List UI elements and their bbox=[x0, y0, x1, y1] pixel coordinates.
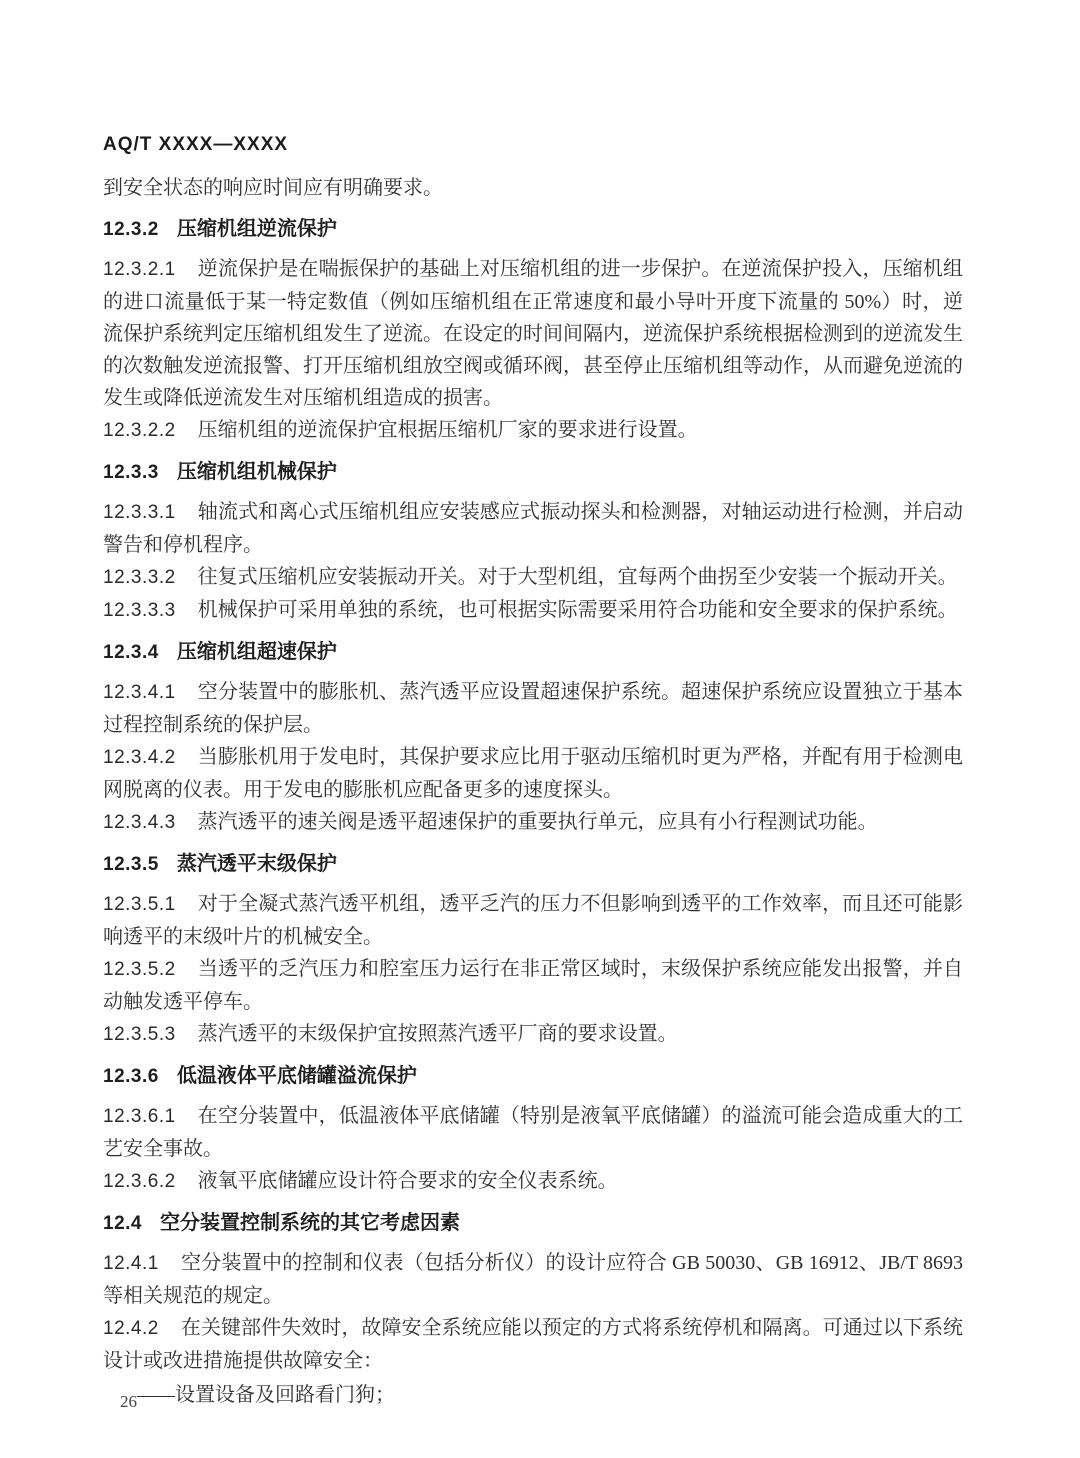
clause-paragraph bbox=[103, 953, 963, 1018]
clause-number: 12.4.2 bbox=[103, 1318, 159, 1339]
body-text: 液氧平底储罐应设计符合要求的安全仪表系统。 bbox=[197, 1170, 618, 1192]
section-heading bbox=[103, 213, 963, 246]
clause-number: 12.3.3.2 bbox=[103, 567, 176, 588]
paragraph bbox=[103, 172, 963, 204]
body-text: 蒸汽透平的末级保护宜按照蒸汽透平厂商的要求设置。 bbox=[197, 1023, 678, 1045]
clause-number: 12.3.5 bbox=[103, 854, 159, 875]
clause-paragraph bbox=[103, 561, 963, 594]
body-text: 当透平的乏汽压力和腔室压力运行在非正常区域时，末级保护系统应能发出报警，并自动触发透平停车。 bbox=[103, 958, 963, 1013]
clause-paragraph bbox=[103, 496, 963, 561]
clause-number: 12.4.1 bbox=[103, 1253, 159, 1274]
body-text: 压缩机组的逆流保护宜根据压缩机厂家的要求进行设置。 bbox=[197, 419, 698, 441]
section-heading bbox=[103, 456, 963, 489]
clause-paragraph bbox=[103, 1165, 963, 1198]
clause-number: 12.4 bbox=[103, 1213, 142, 1234]
clause-number: 12.3.5.2 bbox=[103, 959, 176, 980]
heading-text: 蒸汽透平末级保护 bbox=[176, 853, 337, 875]
clause-paragraph bbox=[103, 1312, 963, 1377]
clause-number: 12.3.4.1 bbox=[103, 682, 176, 703]
heading-text: 压缩机组超速保护 bbox=[176, 641, 337, 663]
body-text: 在关键部件失效时，故障安全系统应能以预定的方式将系统停机和隔离。可通过以下系统设计或改进措施提供故障安全： bbox=[103, 1317, 963, 1372]
body-text: 对于全凝式蒸汽透平机组，透平乏汽的压力不但影响到透平的工作效率，而且还可能影响透平的末级叶片的机械安全。 bbox=[103, 893, 963, 948]
clause-number: 12.3.3.3 bbox=[103, 600, 176, 621]
clause-paragraph bbox=[103, 253, 963, 414]
clause-number: 12.3.3 bbox=[103, 462, 159, 483]
section-heading bbox=[103, 636, 963, 669]
clause-paragraph bbox=[103, 676, 963, 741]
heading-text: 压缩机组机械保护 bbox=[176, 461, 337, 483]
document-code-header: AQ/T XXXX—XXXX bbox=[103, 134, 289, 155]
body-text: 逆流保护是在喘振保护的基础上对压缩机组的进一步保护。在逆流保护投入，压缩机组的进口流量低于某一特定数值（例如压缩机组在正常速度和最小导叶开度下流量的 50%）时，逆流保护系统判定压缩机组发生了逆流。在设定的时间间隔内，逆流保护系统根据检测到的逆流发生的次数触发逆流报警、打开压缩机组放空阀或循环阀，甚至停止压缩机组等动作，从而避免逆流的发生或降低逆流发生对压缩机组造成的损害。 bbox=[103, 258, 963, 409]
clause-paragraph bbox=[103, 741, 963, 806]
clause-number: 12.3.3.1 bbox=[103, 502, 176, 523]
clause-paragraph bbox=[103, 1018, 963, 1051]
clause-number: 12.3.2 bbox=[103, 219, 159, 240]
dash-list-item bbox=[137, 1379, 963, 1411]
heading-text: 低温液体平底储罐溢流保护 bbox=[176, 1065, 417, 1087]
clause-paragraph bbox=[103, 806, 963, 839]
clause-paragraph bbox=[103, 1247, 963, 1312]
body-text: 空分装置中的控制和仪表（包括分析仪）的设计应符合 GB 50030、GB 16912、JB/T 8693 等相关规范的规定。 bbox=[103, 1252, 963, 1307]
clause-number: 12.3.4.2 bbox=[103, 747, 176, 768]
section-heading bbox=[103, 1060, 963, 1093]
body-text: 轴流式和离心式压缩机组应安装感应式振动探头和检测器，对轴运动进行检测，并启动警告和停机程序。 bbox=[103, 501, 963, 556]
document-body bbox=[103, 172, 963, 1411]
clause-number: 12.3.4 bbox=[103, 642, 159, 663]
clause-number: 12.3.4.3 bbox=[103, 812, 176, 833]
body-text: 设置设备及回路看门狗； bbox=[175, 1384, 395, 1406]
body-text: 到安全状态的响应时间应有明确要求。 bbox=[103, 177, 443, 199]
clause-paragraph bbox=[103, 594, 963, 627]
clause-number: 12.3.6.1 bbox=[103, 1106, 176, 1127]
clause-number: 12.3.5.3 bbox=[103, 1024, 176, 1045]
clause-number: 12.3.2.2 bbox=[103, 420, 176, 441]
clause-number: 12.3.6 bbox=[103, 1066, 159, 1087]
clause-number: 12.3.6.2 bbox=[103, 1171, 176, 1192]
section-heading bbox=[103, 848, 963, 881]
body-text: 往复式压缩机应安装振动开关。对于大型机组，宜每两个曲拐至少安装一个振动开关。 bbox=[197, 566, 958, 588]
section-heading bbox=[103, 1207, 963, 1240]
clause-number: 12.3.2.1 bbox=[103, 259, 176, 280]
dash-marker: —— bbox=[137, 1384, 173, 1406]
page-number: 26 bbox=[120, 1392, 137, 1411]
heading-text: 压缩机组逆流保护 bbox=[176, 218, 337, 240]
body-text: 蒸汽透平的速关阀是透平超速保护的重要执行单元，应具有小行程测试功能。 bbox=[197, 811, 878, 833]
body-text: 当膨胀机用于发电时，其保护要求应比用于驱动压缩机时更为严格，并配有用于检测电网脱离的仪表。用于发电的膨胀机应配备更多的速度探头。 bbox=[103, 746, 963, 801]
clause-paragraph bbox=[103, 888, 963, 953]
body-text: 机械保护可采用单独的系统，也可根据实际需要采用符合功能和安全要求的保护系统。 bbox=[197, 599, 958, 621]
body-text: 空分装置中的膨胀机、蒸汽透平应设置超速保护系统。超速保护系统应设置独立于基本过程控制系统的保护层。 bbox=[103, 681, 963, 736]
heading-text: 空分装置控制系统的其它考虑因素 bbox=[159, 1212, 460, 1234]
clause-paragraph bbox=[103, 1100, 963, 1165]
clause-paragraph bbox=[103, 414, 963, 447]
clause-number: 12.3.5.1 bbox=[103, 894, 176, 915]
body-text: 在空分装置中，低温液体平底储罐（特别是液氧平底储罐）的溢流可能会造成重大的工艺安全事故。 bbox=[103, 1105, 963, 1160]
